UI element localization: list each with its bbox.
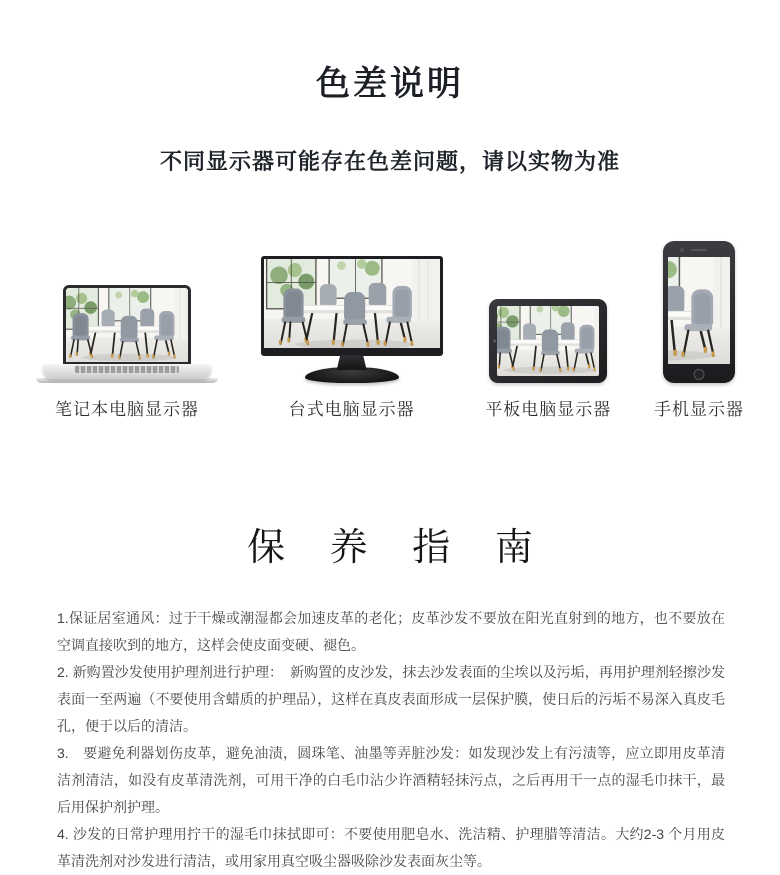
care-guide-text (57, 605, 725, 875)
care-item-1: 1.保证居室通风：过于干燥或潮湿都会加速皮革的老化；皮革沙发不要放在阳光直射到的地方，也不要放在空调直接吹到的地方，这样会使皮面变硬、褪色。 (57, 610, 725, 653)
device-tablet (485, 299, 611, 420)
device-label-tablet: 平板电脑显示器 (485, 400, 612, 419)
care-item-3: 3. 要避免利器划伤皮革，避免油渍，圆珠笔、油墨等弄脏沙发：如发现沙发上有污渍等，应立即用皮革清洁剂清洁，如没有皮革清洗剂，可用干净的白毛巾沾少许酒精轻抹污点，之后再用干一点的湿毛巾抹干，最后用保护剂护理。 (57, 745, 725, 815)
care-guide-title: 保 养 指 南 (247, 527, 550, 569)
care-guide-section (0, 420, 780, 875)
room-scene-photo (668, 257, 730, 364)
phone-speaker (691, 249, 707, 251)
room-scene-photo (264, 259, 440, 348)
color-note-title: 色差说明 (316, 65, 464, 103)
phone-camera-dot (680, 248, 684, 252)
color-note-subtitle: 不同显示器可能存在色差问题，请以实物为准 (159, 149, 620, 174)
tablet-screen (497, 306, 599, 376)
phone-home-button (693, 369, 704, 380)
laptop-icon (36, 285, 218, 383)
device-label-phone: 手机显示器 (653, 400, 744, 419)
device-desktop-monitor (261, 256, 443, 420)
monitor-stand-neck (337, 355, 367, 370)
phone-screen (668, 257, 730, 364)
care-item-4: 4. 沙发的日常护理用拧干的湿毛巾抹拭即可：不要使用肥皂水、洗洁精、护理腊等清洁。大约2-3 个月用皮革清洗剂对沙发进行清洁，或用家用真空吸尘器吸除沙发表面灰尘等。 (57, 826, 725, 869)
care-item-2: 2. 新购置沙发使用护理剂进行护理： 新购置的皮沙发，抹去沙发表面的尘埃以及污垢，再用护理剂轻擦沙发表面一至两遍（不要使用含蜡质的护理品），这样在真皮表面形成一层保护膜，使日后的污垢不易深入真皮毛孔，便于以后的清洁。 (57, 664, 725, 734)
device-label-laptop: 笔记本电脑显示器 (55, 400, 199, 419)
device-comparison-row (0, 232, 780, 420)
monitor-screen (261, 256, 443, 356)
device-phone (654, 241, 744, 420)
laptop-screen (63, 285, 191, 365)
device-label-desktop: 台式电脑显示器 (288, 400, 415, 419)
tablet-body (489, 299, 607, 383)
laptop-keyboard (43, 364, 211, 379)
color-note-section (0, 0, 780, 420)
phone-body (663, 241, 735, 383)
desktop-monitor-icon (261, 256, 443, 383)
tablet-icon (489, 299, 607, 383)
room-scene-photo (497, 306, 599, 376)
device-laptop (36, 285, 218, 420)
phone-icon (663, 241, 735, 383)
room-scene-photo (66, 288, 188, 362)
monitor-logo (344, 352, 360, 354)
